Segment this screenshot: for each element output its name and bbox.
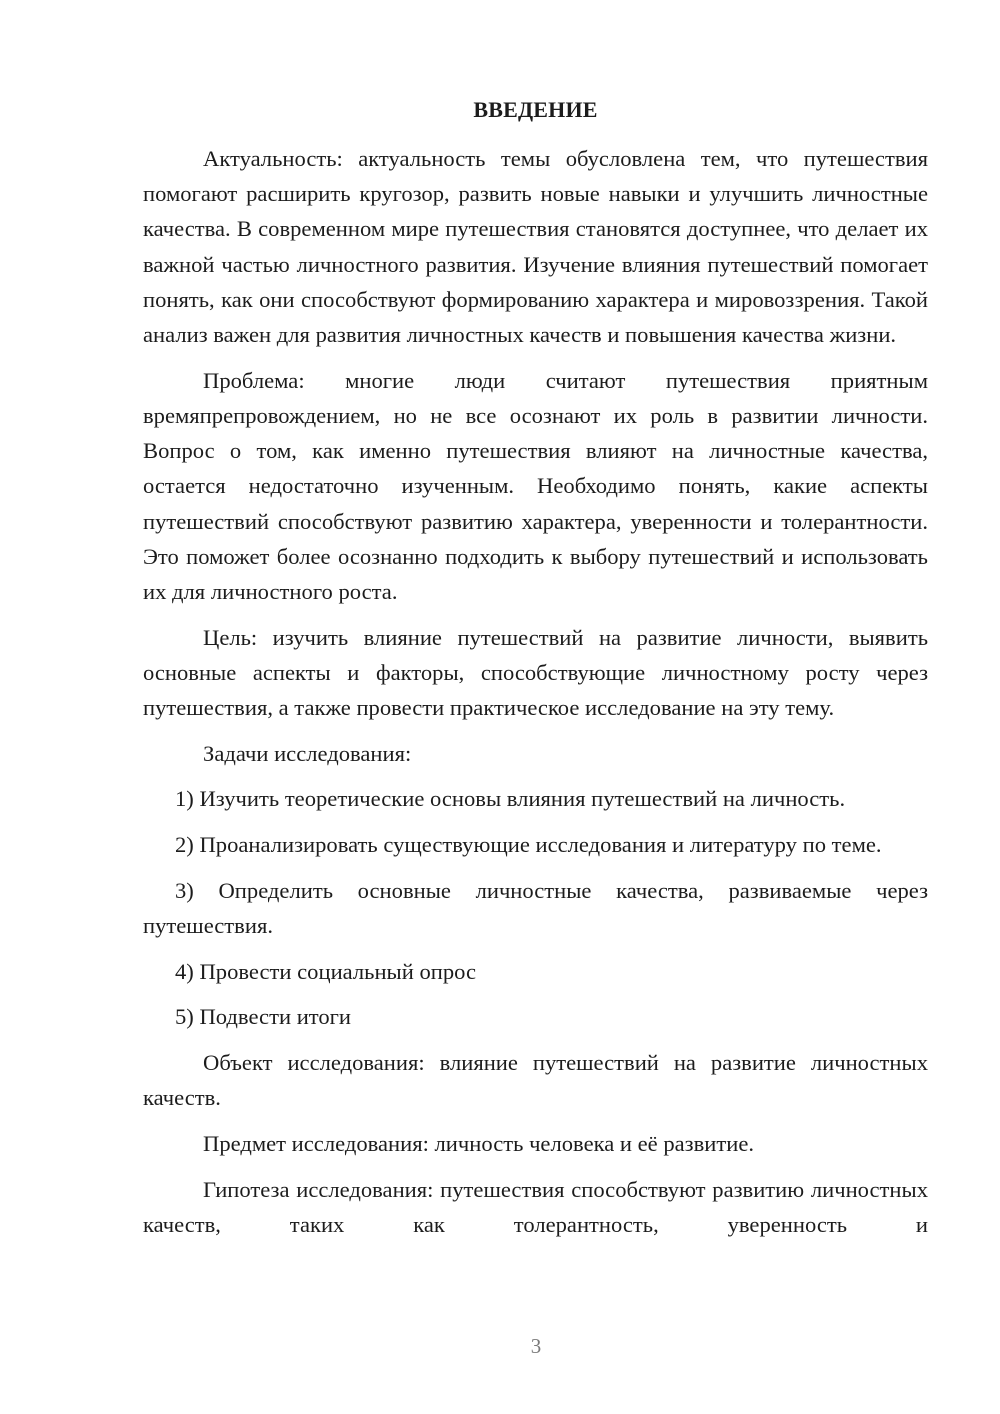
tasks-heading: Задачи исследования:: [203, 740, 412, 766]
problem-paragraph: Проблема: многие люди считают путешествия приятным времяпрепровождением, но не все осознают их роль в развитии личности. Вопрос о том, как именно путешествия влияют на личностные качества, остается недостаточно изученным. Необходимо понять, какие аспекты путешествий способствуют развитию характера, уверенности и толерантности. Это поможет более осознанно подходить к выбору путешествий и использовать их для личностного роста.: [143, 367, 928, 604]
hypothesis-paragraph: Гипотеза исследования: путешествия способствуют развитию личностных качеств, таких как толерантность, уверенность и: [143, 1176, 928, 1237]
section-title: ВВЕДЕНИЕ: [473, 97, 598, 122]
goal-paragraph: Цель: изучить влияние путешествий на развитие личности, выявить основные аспекты и факторы, способствующие личностному росту через путешествия, а также провести практическое исследование на эту тему.: [143, 624, 928, 721]
subject-paragraph: Предмет исследования: личность человека и её развитие.: [203, 1131, 754, 1157]
task-item-3: 3) Определить основные личностные качества, развиваемые через путешествия.: [143, 877, 928, 939]
page-number: 3: [530, 1334, 542, 1358]
task-item-5: 5) Подвести итоги: [175, 1004, 352, 1030]
relevance-paragraph: Актуальность: актуальность темы обусловлена тем, что путешествия помогают расширить кругозор, развить новые навыки и улучшить личностные качества. В современном мире путешествия становятся доступнее, что делает их важной частью личностного развития. Изучение влияния путешествий помогает понять, как они способствуют формированию характера и мировоззрения. Такой анализ важен для развития личностных качеств и повышения качества жизни.: [143, 146, 928, 348]
object-paragraph: Объект исследования: влияние путешествий на развитие личностных качеств.: [143, 1050, 928, 1111]
task-item-2: 2) Проанализировать существующие исследования и литературу по теме.: [175, 832, 882, 858]
task-item-4: 4) Провести социальный опрос: [175, 958, 477, 984]
task-item-1: 1) Изучить теоретические основы влияния путешествий на личность.: [175, 786, 846, 812]
document-body: [143, 92, 928, 1253]
